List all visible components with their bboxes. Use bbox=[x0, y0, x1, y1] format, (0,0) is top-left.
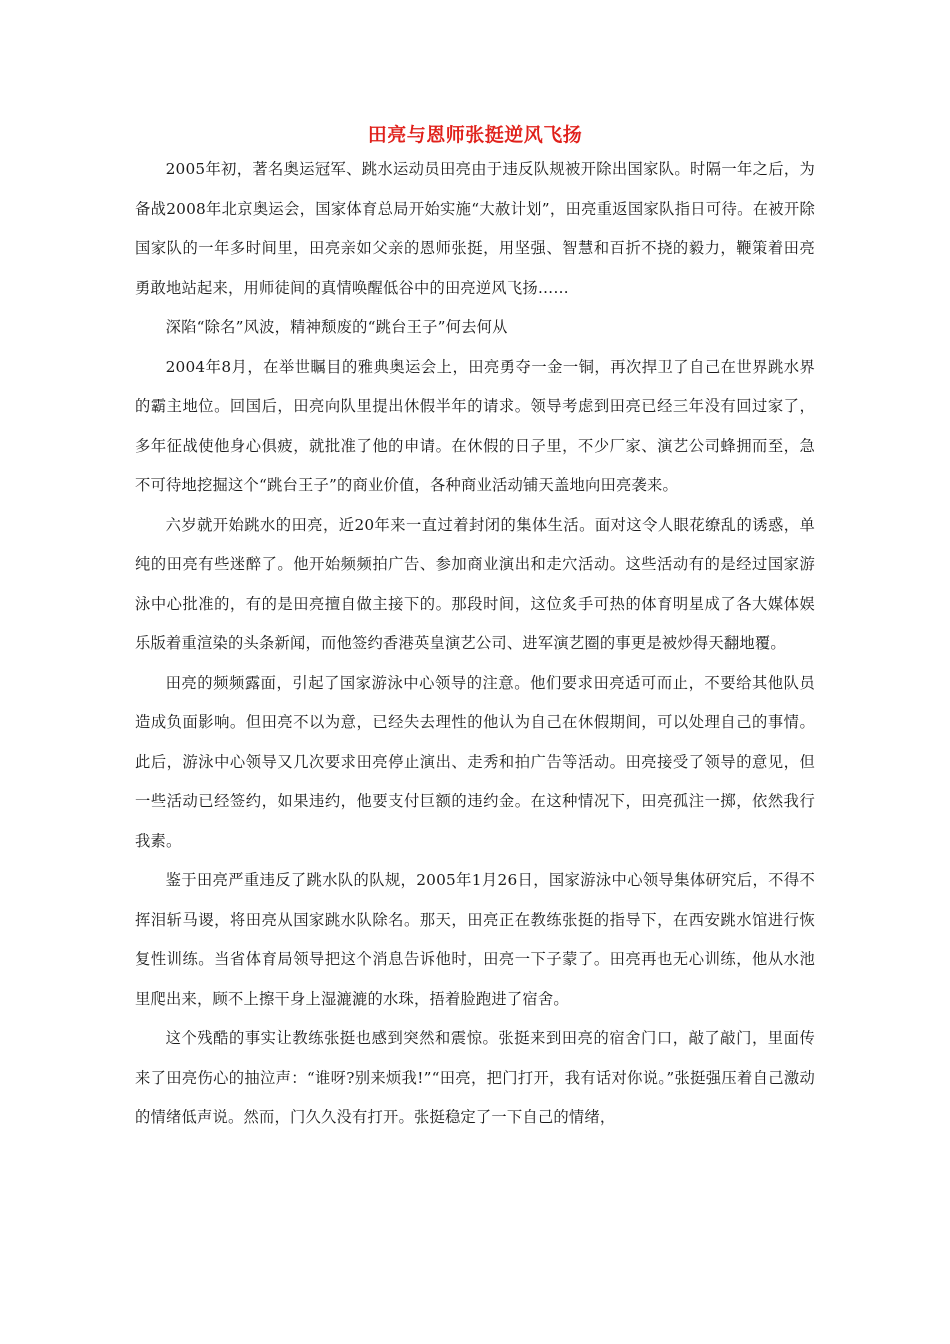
body-paragraph: 鉴于田亮严重违反了跳水队的队规，2005年1月26日，国家游泳中心领导集体研究后，不得不挥泪斩马谡，将田亮从国家跳水队除名。那天，田亮正在教练张挺的指导下，在西安跳水馆进行恢复性训练。当省体育局领导把这个消息告诉他时，田亮一下子蒙了。田亮再也无心训练，他从水池里爬出来，顾不上擦干身上湿漉漉的水珠，捂着脸跑进了宿舍。 bbox=[135, 871, 815, 1008]
body-paragraph: 2004年8月，在举世瞩目的雅典奥运会上，田亮勇夺一金一铜，再次捍卫了自己在世界跳水界的霸主地位。回国后，田亮向队里提出休假半年的请求。领导考虑到田亮已经三年没有回过家了，多年征战使他身心俱疲，就批准了他的申请。在休假的日子里，不少厂家、演艺公司蜂拥而至，急不可待地挖掘这个“跳台王子”的商业价值，各种商业活动铺天盖地向田亮袭来。 bbox=[135, 357, 815, 494]
body-paragraph: 这个残酷的事实让教练张挺也感到突然和震惊。张挺来到田亮的宿舍门口，敲了敲门，里面传来了田亮伤心的抽泣声：“谁呀?别来烦我!”“田亮，把门打开，我有话对你说。”张挺强压着自己激动的情绪低声说。然而，门久久没有打开。张挺稳定了一下自己的情绪， bbox=[135, 1029, 815, 1126]
section-subheading: 深陷“除名”风波，精神颓废的“跳台王子”何去何从 bbox=[165, 318, 508, 336]
intro-paragraph: 2005年初，著名奥运冠军、跳水运动员田亮由于违反队规被开除出国家队。时隔一年之后，为备战2008年北京奥运会，国家体育总局开始实施“大赦计划”，田亮重返国家队指日可待。在被开除国家队的一年多时间里，田亮亲如父亲的恩师张挺，用坚强、智慧和百折不挠的毅力，鞭策着田亮勇敢地站起来，用师徒间的真情唤醒低谷中的田亮逆风飞扬…… bbox=[135, 160, 815, 297]
body-paragraph: 田亮的频频露面，引起了国家游泳中心领导的注意。他们要求田亮适可而止，不要给其他队员造成负面影响。但田亮不以为意，已经失去理性的他认为自己在休假期间，可以处理自己的事情。此后，游泳中心领导又几次要求田亮停止演出、走秀和拍广告等活动。田亮接受了领导的意见，但一些活动已经签约，如果违约，他要支付巨额的违约金。在这种情况下，田亮孤注一掷，依然我行我素。 bbox=[135, 673, 815, 850]
document-page bbox=[135, 122, 815, 1138]
document-title: 田亮与恩师张挺逆风飞扬 bbox=[367, 124, 583, 146]
body-paragraph: 六岁就开始跳水的田亮，近20年来一直过着封闭的集体生活。面对这令人眼花缭乱的诱惑，单纯的田亮有些迷醉了。他开始频频拍广告、参加商业演出和走穴活动。这些活动有的是经过国家游泳中心批准的，有的是田亮擅自做主接下的。那段时间，这位炙手可热的体育明星成了各大媒体娱乐版着重渲染的头条新闻，而他签约香港英皇演艺公司、进军演艺圈的事更是被炒得天翻地覆。 bbox=[135, 515, 815, 652]
